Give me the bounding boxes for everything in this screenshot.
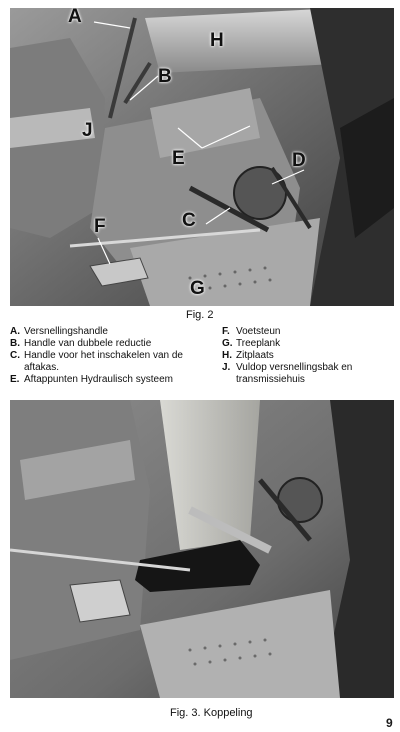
legend-key: C. — [10, 350, 20, 361]
legend-right-column — [222, 326, 397, 386]
legend-item-e — [10, 374, 215, 386]
callout-c: C — [182, 210, 196, 231]
legend-item-g — [222, 338, 397, 350]
callout-g: G — [190, 278, 205, 299]
legend-item-b — [10, 338, 215, 350]
callout-b: B — [158, 66, 172, 87]
legend-key: A. — [10, 326, 20, 337]
legend-key: E. — [10, 374, 20, 385]
figure-2-caption: Fig. 2 — [186, 309, 214, 321]
legend-text: Voetsteun — [236, 326, 281, 337]
legend-item-h — [222, 350, 397, 362]
figure-2-photo — [10, 8, 394, 306]
legend-item-j — [222, 362, 397, 386]
clutch-pedal-photo — [10, 400, 394, 698]
legend-key: G. — [222, 338, 233, 349]
legend-key: H. — [222, 350, 232, 361]
legend-key: B. — [10, 338, 20, 349]
callout-j: J — [82, 120, 93, 141]
callout-d: D — [292, 150, 306, 171]
legend-text: Versnellingshandle — [24, 326, 108, 337]
legend-text: Treeplank — [236, 338, 281, 349]
page-number: 9 — [386, 716, 393, 730]
legend-item-c — [10, 350, 215, 374]
callout-e: E — [172, 148, 185, 169]
legend-item-a — [10, 326, 215, 338]
callout-a: A — [68, 8, 82, 27]
legend-left-column — [10, 326, 215, 386]
legend-key: F. — [222, 326, 230, 337]
figure-3-caption: Fig. 3. Koppeling — [170, 707, 253, 719]
callout-h: H — [210, 30, 224, 51]
legend-item-f — [222, 326, 397, 338]
legend-text: Vuldop versnellingsbak en transmissiehuis — [236, 362, 353, 385]
legend-text: Handle voor het inschakelen van de aftakas. — [24, 350, 183, 373]
legend-text: Zitplaats — [236, 350, 274, 361]
legend-key: J. — [222, 362, 231, 373]
tractor-controls-photo — [10, 8, 394, 306]
callout-f: F — [94, 216, 106, 237]
figure-3-photo — [10, 400, 394, 698]
legend-text: Aftappunten Hydraulisch systeem — [24, 374, 173, 385]
legend-text: Handle van dubbele reductie — [24, 338, 152, 349]
